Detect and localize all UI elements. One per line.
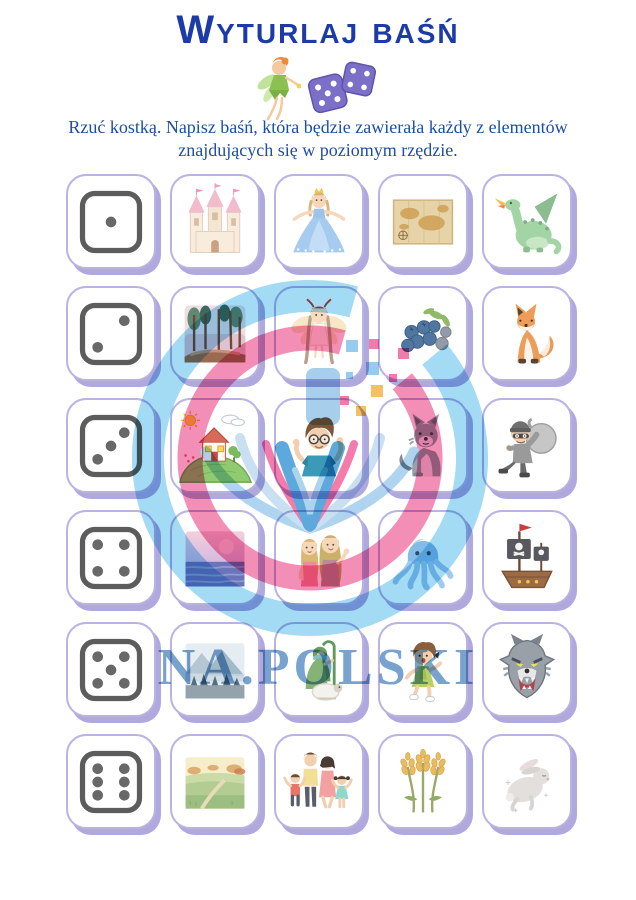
shepherd-with-sheep-icon [281, 630, 357, 710]
card-sea [170, 510, 260, 605]
boy-with-glasses-icon [281, 406, 357, 486]
card-die-4 [66, 510, 156, 605]
card-wolf [378, 398, 468, 493]
girl-icon [385, 630, 461, 710]
card-princess [274, 174, 364, 269]
card-wheat [378, 734, 468, 829]
castle-icon [177, 182, 253, 262]
house-drawing-icon [177, 406, 253, 486]
card-die-1 [66, 174, 156, 269]
fox-icon [489, 294, 565, 374]
card-dragon [482, 174, 572, 269]
card-family [274, 734, 364, 829]
die-5-icon [73, 630, 149, 710]
treasure-map-icon [385, 182, 461, 262]
card-castle [170, 174, 260, 269]
watermark-text: NA.POLSKI [157, 639, 479, 696]
fairy-icon [281, 294, 357, 374]
card-fox [482, 286, 572, 381]
rabbit-icon [489, 742, 565, 822]
angry-wolf-icon [489, 630, 565, 710]
card-forest [170, 286, 260, 381]
card-die-6 [66, 734, 156, 829]
card-fields [170, 734, 260, 829]
card-die-2 [66, 286, 156, 381]
family-icon [281, 742, 357, 822]
thief-icon [489, 406, 565, 486]
die-1-icon [73, 182, 149, 262]
card-treasure-map [378, 174, 468, 269]
card-die-5 [66, 622, 156, 717]
worksheet-title: Wyturlaj baśń [176, 8, 460, 52]
card-angry-wolf [482, 622, 572, 717]
wolf-icon [385, 406, 461, 486]
fields-icon [177, 742, 253, 822]
card-octopus [378, 510, 468, 605]
story-grid [66, 174, 572, 828]
purple-dice-icon [303, 56, 381, 122]
card-boy-with-glasses [274, 398, 364, 493]
card-house-drawing [170, 398, 260, 493]
card-shepherd-with-sheep [274, 622, 364, 717]
forest-icon [177, 294, 253, 374]
die-6-icon [73, 742, 149, 822]
blueberries-icon [385, 294, 461, 374]
card-thief [482, 398, 572, 493]
die-3-icon [73, 406, 149, 486]
sea-icon [177, 518, 253, 598]
octopus-icon [385, 518, 461, 598]
mother-and-daughter-icon [281, 518, 357, 598]
card-mountains [170, 622, 260, 717]
wheat-icon [385, 742, 461, 822]
die-4-icon [73, 518, 149, 598]
dragon-icon [489, 182, 565, 262]
card-rabbit [482, 734, 572, 829]
mountains-icon [177, 630, 253, 710]
card-blueberries [378, 286, 468, 381]
pirate-ship-icon [489, 518, 565, 598]
fairy-icon [255, 56, 301, 122]
die-2-icon [73, 294, 149, 374]
card-pirate-ship [482, 510, 572, 605]
card-girl [378, 622, 468, 717]
princess-icon [281, 182, 357, 262]
card-die-3 [66, 398, 156, 493]
card-fairy [274, 286, 364, 381]
instruction-text: Rzuć kostką. Napisz baśń, która będzie zawierała każdy z elementów znajdujących się w poziomym rzędzie. [68, 117, 568, 161]
card-mother-and-daughter [274, 510, 364, 605]
